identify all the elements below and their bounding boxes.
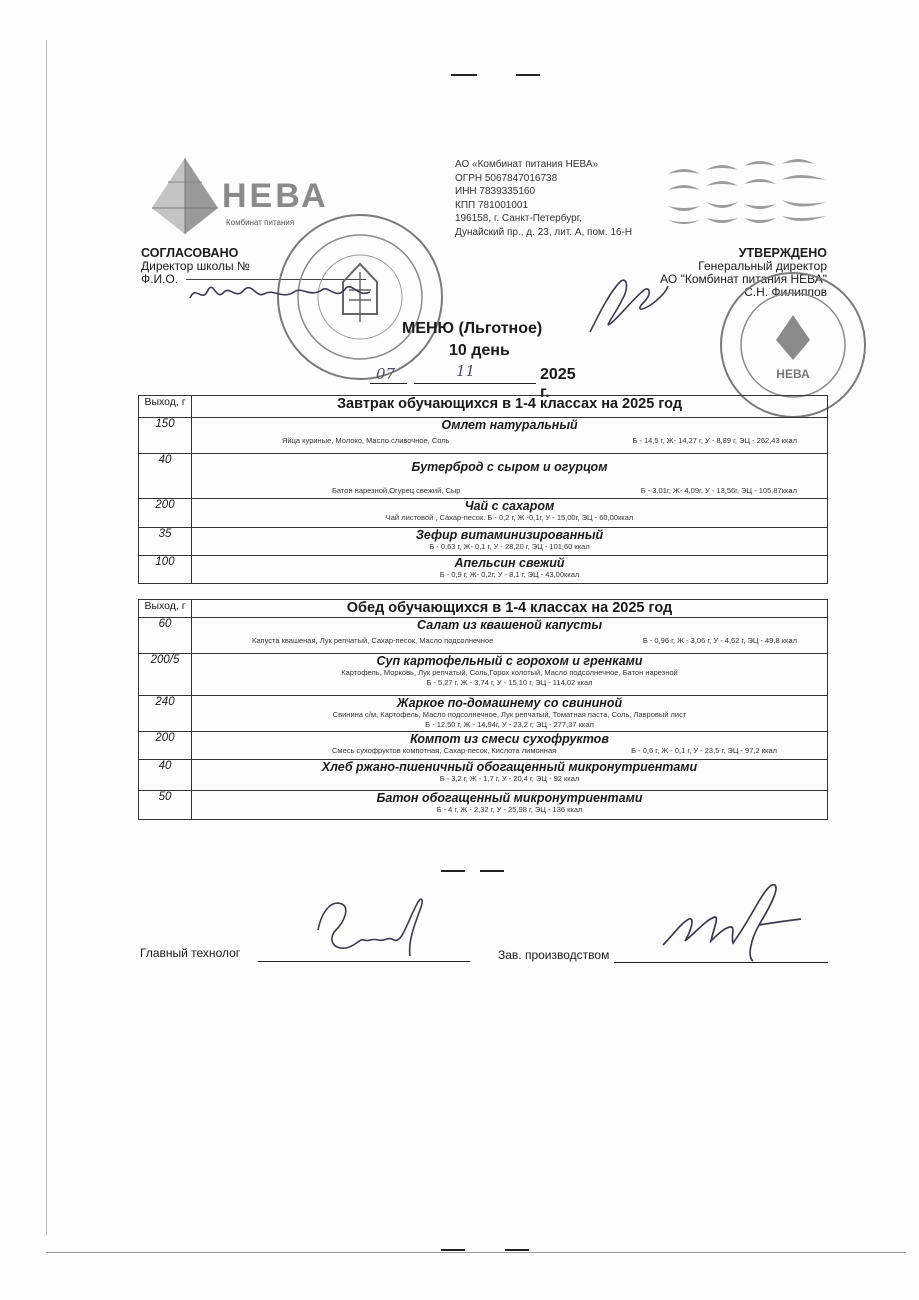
table-row bbox=[139, 654, 828, 696]
table-header-row bbox=[139, 396, 828, 418]
company-logo-subtitle: Комбинат питания bbox=[226, 218, 295, 227]
company-details bbox=[455, 158, 632, 240]
date-day-line bbox=[370, 383, 407, 384]
dish-composition: Чай листовой , Сахар-песок. Б - 0,2 г, Ж -0,1г, У - 15,00г, ЭЦ - 60,00ккал bbox=[385, 513, 634, 522]
dish-name: Зефир витаминизированный bbox=[415, 528, 604, 542]
dish-nutrition: Б - 14,5 г, Ж- 14,27 г, У - 8,89 г, ЭЦ - 262,43 ккал bbox=[632, 436, 797, 445]
lunch-title: Обед обучающихся в 1-4 классах на 2025 год bbox=[192, 600, 828, 618]
company-kpp: КПП 781001001 bbox=[455, 199, 529, 211]
dish-output: 100 bbox=[139, 556, 192, 584]
dish-name: Бутерброд с сыром и огурцом bbox=[411, 460, 608, 474]
approval-left-position: Директор школы № bbox=[141, 259, 250, 273]
dish-ingredients: Смесь сухофруктов компотная, Сахар-песок, Кислота лимонная bbox=[332, 746, 557, 755]
dish-name: Компот из смеси сухофруктов bbox=[410, 732, 609, 746]
dish-output: 200 bbox=[139, 499, 192, 528]
dish-name: Суп картофельный с горохом и гренками bbox=[376, 654, 643, 668]
output-column-header: Выход, г bbox=[139, 600, 192, 618]
dish-output: 40 bbox=[139, 760, 192, 791]
director-signature bbox=[186, 276, 386, 310]
dish-nutrition: Б - 5,27 г, Ж - 3,74 г, У - 15,10 г, ЭЦ - 114,02 ккал bbox=[426, 678, 593, 687]
mid-mark bbox=[480, 870, 504, 872]
company-address-2: Дунайский пр., д. 23, лит. А, пом. 16-Н bbox=[455, 226, 633, 238]
company-ogrn: ОГРН 5067847016738 bbox=[455, 172, 558, 184]
dish-output: 50 bbox=[139, 791, 192, 820]
dish-output: 40 bbox=[139, 454, 192, 499]
dish-composition: Б - 3,2 г, Ж - 1,7 г, У - 20,4 г, ЭЦ - 92 ккал bbox=[439, 774, 580, 783]
menu-day: 10 день bbox=[449, 342, 510, 359]
dish-nutrition: Б - 0,6 г, Ж - 0,1 г, У - 23,5 г, ЭЦ - 97,2 ккал bbox=[631, 746, 777, 755]
dish-composition: Б - 0,9 г, Ж- 0,2г, У - 8,1 г, ЭЦ - 43,00ккал bbox=[439, 570, 580, 579]
dish-output: 35 bbox=[139, 528, 192, 556]
production-manager-label: Зав. производством bbox=[498, 948, 610, 962]
table-row bbox=[139, 499, 828, 528]
table-row bbox=[139, 618, 828, 654]
date-month: 11 bbox=[456, 362, 476, 380]
chief-technologist-signature bbox=[288, 890, 448, 970]
approval-left-name-label: Ф.И.О. bbox=[141, 272, 179, 286]
dish-name: Апельсин свежий bbox=[454, 556, 565, 570]
table-header-row bbox=[139, 600, 828, 618]
scan-edge-bottom bbox=[46, 1252, 906, 1253]
dish-nutrition: Б - 3,01г, Ж- 4,09г, У - 13,56г, ЭЦ - 105,87ккал bbox=[640, 486, 797, 495]
table-row bbox=[139, 556, 828, 584]
dish-name: Батон обогащенный микронутриентами bbox=[376, 791, 643, 805]
table-row bbox=[139, 732, 828, 760]
production-manager-signature bbox=[655, 875, 805, 970]
dish-ingredients: Яйца куриные, Молоко, Масло сливочное, Соль bbox=[282, 436, 450, 445]
table-row bbox=[139, 528, 828, 556]
company-inn: ИНН 7839335160 bbox=[455, 186, 536, 198]
scan-edge-left bbox=[46, 40, 47, 1235]
dish-name: Жаркое по-домашнему со свининой bbox=[396, 696, 623, 710]
dish-output: 240 bbox=[139, 696, 192, 732]
company-logo-text: НЕВА bbox=[222, 177, 329, 215]
mid-mark bbox=[441, 870, 465, 872]
output-column-header: Выход, г bbox=[139, 396, 192, 418]
dish-name: Чай с сахаром bbox=[464, 499, 555, 513]
company-logo-mark bbox=[150, 156, 220, 236]
menu-title: МЕНЮ (Льготное) bbox=[402, 320, 543, 337]
date-month-line bbox=[414, 383, 536, 384]
approval-right-title: УТВЕРЖДЕНО bbox=[738, 246, 827, 260]
table-row bbox=[139, 454, 828, 499]
approval-left-title: СОГЛАСОВАНО bbox=[141, 246, 239, 260]
bottom-mark bbox=[441, 1249, 465, 1251]
approval-right-company: АО "Комбинат питания НЕВА" bbox=[660, 272, 827, 286]
dish-composition: Б - 0,63 г, Ж- 0,1 г, У - 28,20 г, ЭЦ - 101,60 ккал bbox=[429, 542, 590, 551]
table-row bbox=[139, 418, 828, 454]
dish-output: 150 bbox=[139, 418, 192, 454]
dish-name: Омлет натуральный bbox=[441, 418, 578, 432]
approval-right-position: Генеральный директор bbox=[698, 259, 827, 273]
dish-name: Хлеб ржано-пшеничный обогащенный микронутриентами bbox=[321, 760, 698, 774]
decorative-wave-pattern bbox=[666, 156, 831, 228]
dish-nutrition: Б - 12,50 г, Ж - 14,94г, У - 23,2 г, ЭЦ - 277,37 ккал bbox=[425, 720, 594, 729]
dish-ingredients: Капуста квашеная, Лук репчатый, Сахар-песок, Масло подсолнечное bbox=[252, 636, 494, 645]
breakfast-table bbox=[138, 395, 828, 584]
bottom-mark bbox=[505, 1249, 529, 1251]
svg-text:НЕВА: НЕВА bbox=[776, 367, 810, 381]
general-director-signature bbox=[580, 272, 670, 342]
dish-composition: Свинина с/м, Картофель, Масло подсолнечное, Лук репчатый, Томатная паста, Соль, Лавровый лист bbox=[332, 710, 687, 719]
lunch-table bbox=[138, 599, 828, 820]
chief-technologist-label: Главный технолог bbox=[140, 946, 241, 960]
top-mark bbox=[451, 74, 477, 76]
top-mark bbox=[516, 74, 540, 76]
approval-right-person: С.Н. Филиппов bbox=[744, 285, 827, 299]
company-address-1: 196158, г. Санкт-Петербург, bbox=[455, 213, 582, 225]
date-day: 07 bbox=[376, 365, 396, 383]
dish-output: 200 bbox=[139, 732, 192, 760]
dish-output: 200/5 bbox=[139, 654, 192, 696]
dish-composition: Б - 4 г, Ж - 2,32 г, У - 25,98 г, ЭЦ - 136 ккал bbox=[436, 805, 583, 814]
company-name: АО «Комбинат питания НЕВА» bbox=[455, 159, 599, 170]
dish-output: 60 bbox=[139, 618, 192, 654]
dish-ingredients: Батон нарезной,Огурец свежий, Сыр bbox=[332, 486, 461, 495]
dish-composition: Картофель, Морковь, Лук репчатый, Соль,Горох колотый, Масло подсолнечное, Батон нарезной bbox=[341, 668, 678, 677]
table-row bbox=[139, 760, 828, 791]
table-row bbox=[139, 696, 828, 732]
breakfast-title: Завтрак обучающихся в 1-4 классах на 2025 год bbox=[192, 396, 828, 418]
dish-nutrition: Б - 0,96 г, Ж - 3,06 г, У - 4,62 г, ЭЦ - 49,8 ккал bbox=[642, 636, 797, 645]
dish-name: Салат из квашеной капусты bbox=[416, 618, 603, 632]
table-row bbox=[139, 791, 828, 820]
date-year: 2025 г. bbox=[540, 366, 576, 401]
